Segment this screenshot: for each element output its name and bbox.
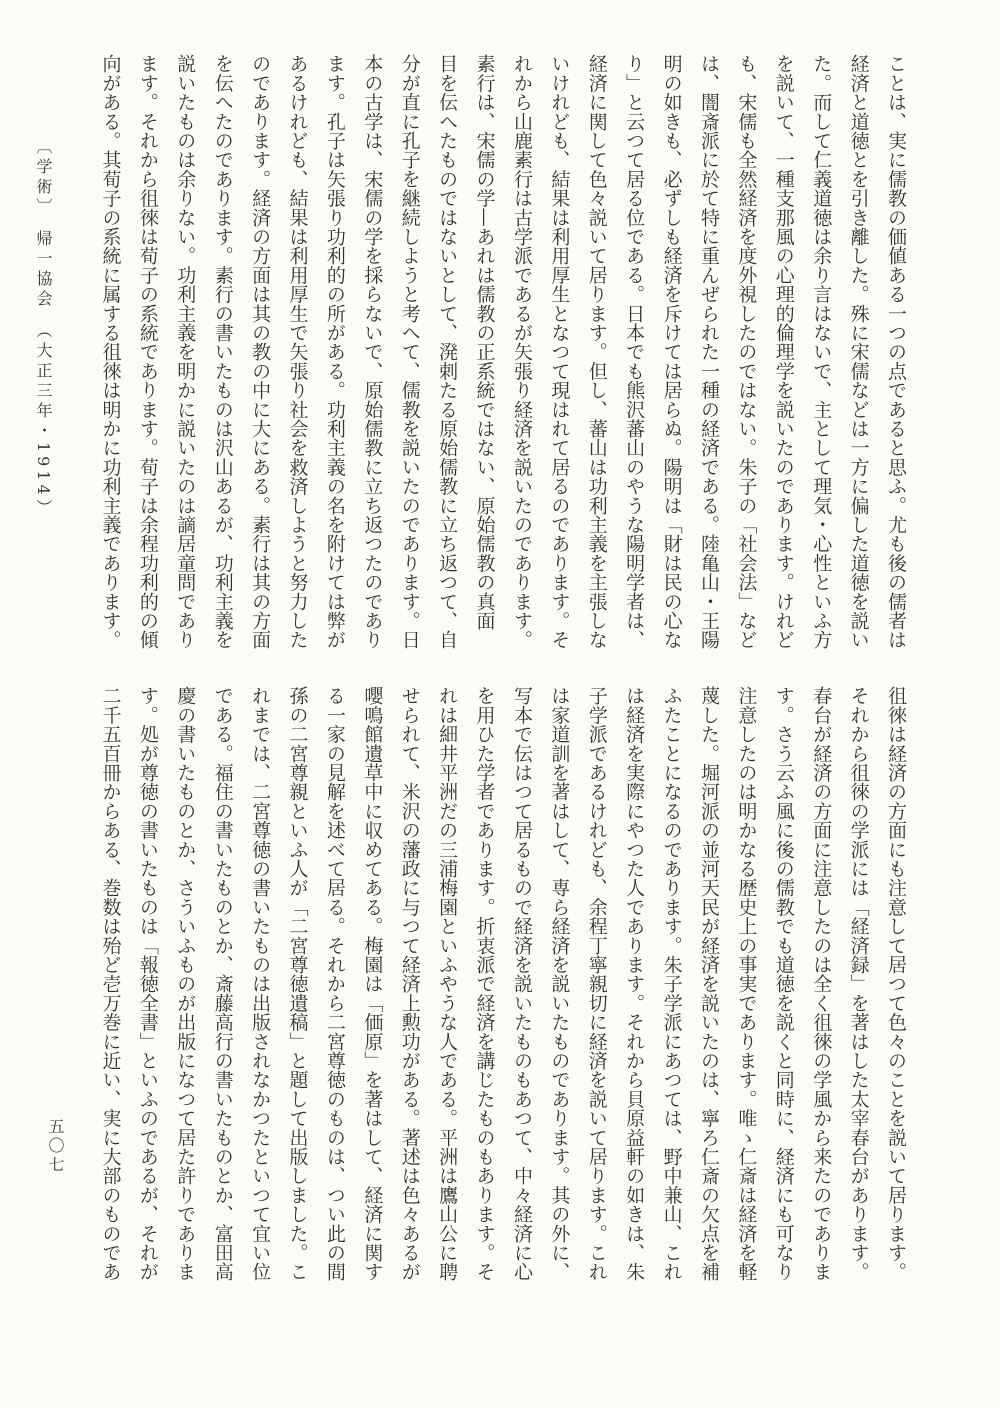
text-line: ふたことになるのであります。朱子学派にあつては、野中兼山、これ — [660, 686, 683, 1282]
text-line: あるけれども、結果は利用厚生で矢張り社会を救済しようと努力した — [286, 54, 309, 650]
text-line: 孫の二宮尊親といふ人が「二宮尊徳遺稿」と題して出版しました。こ — [286, 686, 309, 1282]
text-block-top — [91, 54, 914, 654]
text-line: す。処が尊徳の書いたものは「報徳全書」といふのであるが、それが — [136, 686, 159, 1282]
text-line: 蔑した。堀河派の並河天民が経済を説いたのは、寧ろ仁斎の欠点を補 — [697, 686, 720, 1282]
text-line: ます。孔子は矢張り功利的の所がある。功利主義の名を附けては弊が — [323, 54, 346, 650]
text-line: 分が直に孔子を継続しようと考へて、儒教を説いたのであります。日 — [398, 54, 421, 650]
text-line: ます。それから徂徠は荀子の系統であります。荀子は余程功利的の傾 — [136, 54, 159, 650]
text-line: も、宋儒も全然経済を度外視したのではない。朱子の「社会法」など — [735, 54, 758, 650]
text-line: 説いたものは余りない。功利主義を明かに説いたのは謫居童問であり — [174, 54, 197, 650]
text-line: のであります。経済の方面は其の教の中に大にある。素行は其の方面 — [249, 54, 272, 650]
text-line: 春台が経済の方面に注意したのは全く徂徠の学風から来たのでありま — [810, 686, 833, 1282]
text-block-bottom — [91, 686, 914, 1286]
text-line: それから徂徠の学派には「経済録」を著はした太宰春台があります。 — [847, 686, 870, 1282]
text-line: 素行は、宋儒の学—あれは儒教の正系統ではない、原始儒教の真面 — [473, 54, 496, 630]
page-number: 五〇七 — [46, 1118, 65, 1175]
text-line: いけれども、結果は利用厚生となつて現はれて居るのであります。そ — [548, 54, 571, 650]
text-line: 向がある。其荀子の系統に属する徂徠は明かに功利主義であります。 — [99, 54, 122, 650]
text-line: 写本で伝はつて居るもので経済を説いたものもあつて、中々経済に心 — [510, 686, 533, 1282]
margin-caption: 〔学術〕 帰一協会 （大正三年・1914） — [34, 138, 53, 519]
text-line: は経済を実際にやつた人であります。それから貝原益軒の如きは、朱 — [623, 686, 646, 1282]
text-line: れから山鹿素行は古学派であるが矢張り経済を説いたのであります。 — [510, 54, 533, 650]
text-line: 二千五百冊からある、巻数は殆ど壱万巻に近い、実に大部のものであ — [99, 686, 122, 1282]
text-line: 目を伝へたものではないとして、溌剌たる原始儒教に立ち返つて、自 — [436, 54, 459, 650]
text-line: た。而して仁義道徳は余り言はないで、主として理気・心性といふ方 — [810, 54, 833, 650]
text-line: れまでは、二宮尊徳の書いたものは出版されなかつたといつて宜い位 — [249, 686, 272, 1282]
text-line: を伝へたのであります。素行の書いたものは沢山あるが、功利主義を — [211, 54, 234, 650]
text-line: は、闇斎派に於て特に重んぜられた一種の経済である。陸亀山・王陽 — [697, 54, 720, 650]
text-line: 慶の書いたものとか、さういふものが出版になつて居た許りでありま — [174, 686, 197, 1282]
text-line: は家道訓を著はして、専ら経済を説いたものであります。其の外に、 — [548, 686, 571, 1282]
text-line: を用ひた学者であります。折衷派で経済を講じたものもあります。そ — [473, 686, 496, 1282]
text-line: 注意したのは明かなる歴史上の事実であります。唯ゝ仁斎は経済を軽 — [735, 686, 758, 1282]
text-line: り」と云つて居る位である。日本でも熊沢蕃山のやうな陽明学者は、 — [623, 54, 646, 650]
text-line: 経済と道徳とを引き離した。殊に宋儒などは一方に偏した道徳を説い — [847, 54, 870, 650]
text-line: 嚶鳴館遺草中に収めてある。梅園は「価原」を著はして、経済に関す — [361, 686, 384, 1282]
text-line: を説いて、一種支那風の心理的倫理学を説いたのであります。けれど — [772, 54, 795, 650]
text-line: 本の古学は、宋儒の学を採らないで、原始儒教に立ち返つたのであり — [361, 54, 384, 650]
text-line: 経済に関して色々説いて居ります。但し、蕃山は功利主義を主張しな — [585, 54, 608, 650]
text-line: す。さう云ふ風に後の儒教でも道徳を説くと同時に、経済にも可なり — [772, 686, 795, 1282]
text-line: ことは、実に儒教の価値ある一つの点であると思ふ。尤も後の儒者は — [885, 54, 907, 650]
text-line: れは細井平洲だの三浦梅園といふやうな人である。平洲は鷹山公に聘 — [436, 686, 459, 1282]
text-line: 徂徠は経済の方面にも注意して居つて色々のことを説いて居ります。 — [885, 686, 907, 1282]
text-line: 明の如きも、必ずしも経済を斥けては居らぬ。陽明は「財は民の心な — [660, 54, 683, 650]
text-line: る一家の見解を述べて居る。それから二宮尊徳のものは、つい此の間 — [323, 686, 346, 1282]
text-line: 子学派であるけれども、余程丁寧親切に経済を説いて居ります。これ — [585, 686, 608, 1282]
text-line: である。福住の書いたものとか、斎藤高行の書いたものとか、富田高 — [211, 686, 234, 1282]
text-line: せられて、米沢の藩政に与つて経済上勲功がある。著述は色々あるが — [398, 686, 421, 1282]
